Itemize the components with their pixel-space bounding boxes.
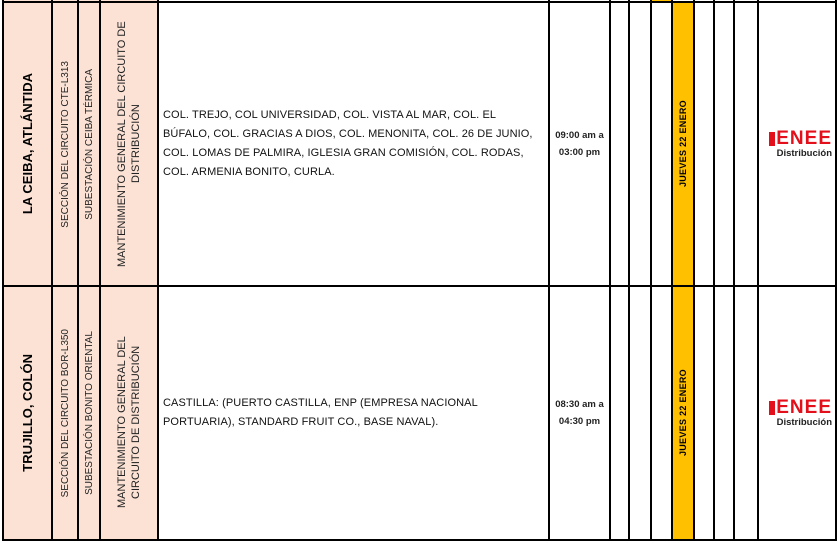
logo-cell xyxy=(758,286,836,540)
logo-brand: ENEE xyxy=(776,127,832,149)
zones-cell xyxy=(158,286,549,540)
time-cell xyxy=(549,286,610,540)
table-row xyxy=(3,286,836,540)
date-cell xyxy=(672,286,694,540)
enee-logo xyxy=(759,396,835,428)
time-start: 08:30 am a xyxy=(555,399,604,410)
work-cell xyxy=(100,286,158,540)
substation-label: SUBESTACIÓN CEIBA TÉRMICA xyxy=(83,68,95,220)
section-label: SECCIÓN DEL CIRCUITO CTE-L313 xyxy=(59,60,71,228)
logo-sub: Distribución xyxy=(776,147,832,159)
city-label: TRUJILLO, COLÓN xyxy=(20,354,35,472)
time-end: 04:30 pm xyxy=(558,416,601,427)
section-cell xyxy=(52,2,78,286)
date-label: JUEVES 22 ENERO xyxy=(678,100,688,188)
time-cell xyxy=(549,2,610,286)
work-label: MANTENIMIENTO GENERAL DEL CIRCUITO DE DISTRIBUCIÓN xyxy=(116,21,142,267)
enee-mark-icon xyxy=(769,132,775,146)
city-label: LA CEIBA, ATLÁNTIDA xyxy=(20,73,35,215)
logo-cell xyxy=(758,2,836,286)
logo-sub: Distribución xyxy=(776,416,832,428)
zones-cell xyxy=(158,2,549,286)
section-label: SECCIÓN DEL CIRCUITO BOR-L350 xyxy=(59,328,71,498)
time-end: 03:00 pm xyxy=(558,147,601,158)
substation-cell xyxy=(78,2,100,286)
enee-logo xyxy=(759,127,835,159)
time-start: 09:00 am a xyxy=(555,130,604,141)
work-cell xyxy=(100,2,158,286)
table-row xyxy=(3,2,836,286)
zones-text: CASTILLA: (PUERTO CASTILLA, ENP (EMPRESA NACIONAL PORTUARIA), STANDARD FRUIT CO., BASE NAVAL). xyxy=(163,397,478,428)
substation-cell xyxy=(78,286,100,540)
substation-label: SUBESTACIÓN BONITO ORIENTAL xyxy=(83,331,95,495)
enee-mark-icon xyxy=(769,401,775,415)
section-cell xyxy=(52,286,78,540)
outage-schedule-table xyxy=(2,0,837,541)
zones-text: COL. TREJO, COL UNIVERSIDAD, COL. VISTA AL MAR, COL. EL BÚFALO, COL. GRACIAS A DIOS, COL. MENONITA, COL. 26 DE JUNIO, COL. LOMAS DE PALMIRA, IGLESIA GRAN COMISIÓN, COL. RODAS, COL. ARMENIA BONITO, CURLA. xyxy=(163,109,533,178)
work-label: MANTENIMIENTO GENERAL DEL CIRCUITO DE DISTRIBUCIÓN xyxy=(116,336,142,508)
city-cell xyxy=(3,2,52,286)
date-label: JUEVES 22 ENERO xyxy=(678,369,688,457)
date-cell xyxy=(672,2,694,286)
logo-brand: ENEE xyxy=(776,396,832,418)
city-cell xyxy=(3,286,52,540)
